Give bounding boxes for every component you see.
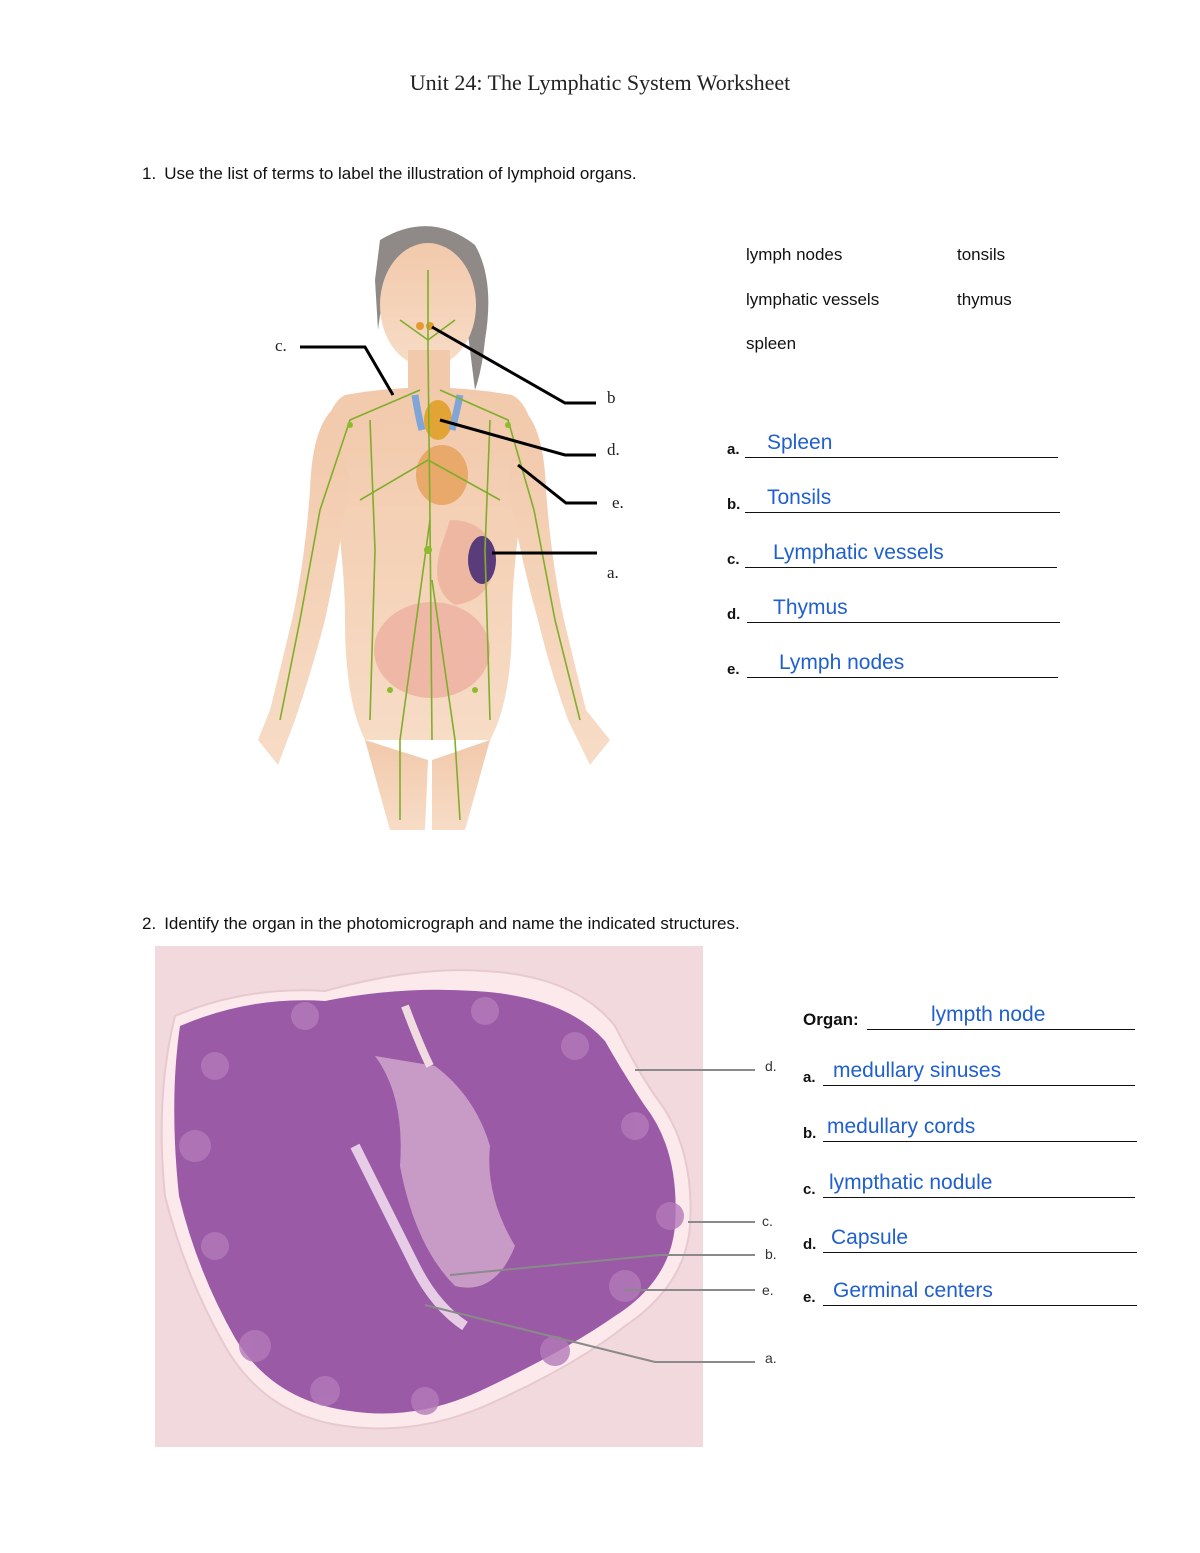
answer-field[interactable]: Thymus xyxy=(773,596,848,619)
answer-letter: d. xyxy=(727,606,741,623)
callout-c: c. xyxy=(275,336,287,355)
callout-b: b xyxy=(607,388,616,407)
q2-organ-answer xyxy=(803,1000,1138,1030)
answer-letter: c. xyxy=(803,1181,816,1198)
term-lymph-nodes: lymph nodes xyxy=(746,245,843,264)
answer-letter: b. xyxy=(727,496,741,513)
q2-answer-a xyxy=(803,1056,1138,1086)
answer-letter: c. xyxy=(727,551,740,568)
question-2-number: 2. xyxy=(142,914,157,933)
answer-field[interactable]: lympthatic nodule xyxy=(829,1171,993,1194)
organ-label: Organ: xyxy=(803,1010,859,1029)
callout-d: d. xyxy=(765,1058,777,1074)
q2-answer-e xyxy=(803,1276,1138,1306)
callout-b: b. xyxy=(765,1246,777,1262)
answer-letter: d. xyxy=(803,1236,817,1253)
answer-field[interactable]: Lymphatic vessels xyxy=(773,541,944,564)
term-thymus: thymus xyxy=(957,290,1012,309)
answer-field[interactable]: Capsule xyxy=(831,1226,909,1249)
term-spleen: spleen xyxy=(746,334,797,353)
answer-field[interactable]: medullary cords xyxy=(827,1115,976,1138)
callout-c: c. xyxy=(762,1213,773,1229)
question-1-number: 1. xyxy=(142,164,157,183)
answer-letter: a. xyxy=(803,1069,816,1086)
callout-a: a. xyxy=(607,563,619,582)
callout-d: d. xyxy=(607,440,620,459)
answer-field[interactable]: Tonsils xyxy=(767,486,832,509)
organ-answer-field[interactable]: lympth node xyxy=(931,1003,1046,1026)
question-2-text: Identify the organ in the photomicrograph and name the indicated structures. xyxy=(164,914,740,933)
term-tonsils: tonsils xyxy=(957,245,1006,264)
callout-a: a. xyxy=(765,1350,777,1366)
q2-answer-d xyxy=(803,1223,1138,1253)
question-1-text: Use the list of terms to label the illustration of lymphoid organs. xyxy=(164,164,637,183)
term-lymphatic-vessels: lymphatic vessels xyxy=(746,290,880,309)
answer-field[interactable]: Lymph nodes xyxy=(779,651,905,674)
callout-e: e. xyxy=(612,493,624,512)
answer-letter: e. xyxy=(803,1289,816,1306)
callout-e: e. xyxy=(762,1282,774,1298)
answer-field[interactable]: medullary sinuses xyxy=(833,1059,1002,1082)
answer-field[interactable]: Spleen xyxy=(767,431,833,454)
q2-answer-c xyxy=(803,1168,1138,1198)
q2-answer-b xyxy=(803,1112,1138,1142)
answer-field[interactable]: Germinal centers xyxy=(833,1279,993,1302)
page-title: Unit 24: The Lymphatic System Worksheet xyxy=(409,70,791,95)
answer-letter: b. xyxy=(803,1125,817,1142)
answer-letter: a. xyxy=(727,441,740,458)
answer-letter: e. xyxy=(727,661,740,678)
